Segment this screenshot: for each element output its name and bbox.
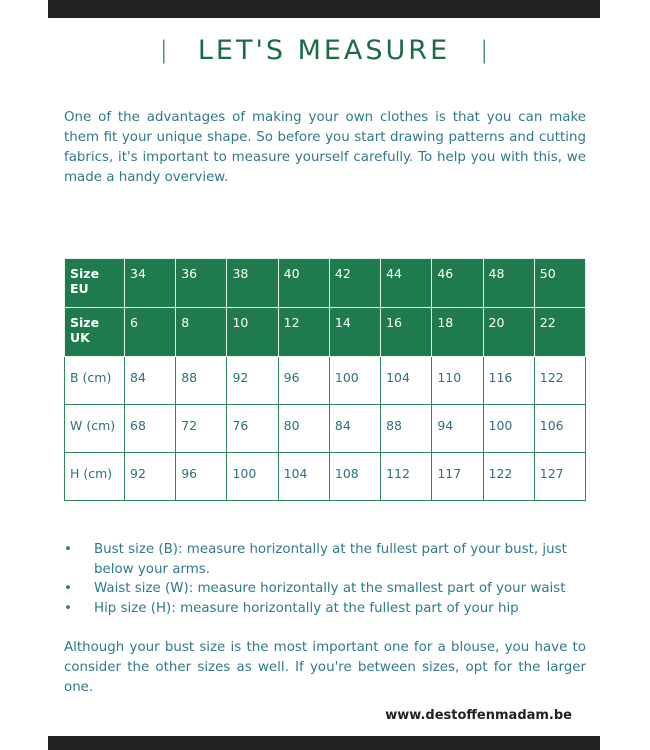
table-cell: 116 — [483, 357, 534, 405]
bullet-icon: • — [64, 542, 72, 557]
table-cell: 117 — [432, 453, 483, 501]
row-label: B (cm) — [65, 357, 125, 405]
website-url: www.destoffenmadam.be — [385, 708, 572, 723]
table-cell: 88 — [176, 357, 227, 405]
table-cell: 50 — [534, 259, 585, 308]
table-cell: 100 — [227, 453, 278, 501]
table-cell: 22 — [534, 308, 585, 357]
table-cell: 122 — [534, 357, 585, 405]
table-cell: 92 — [125, 453, 176, 501]
table-cell: 92 — [227, 357, 278, 405]
measurement-guide-list — [64, 540, 586, 618]
table-cell: 40 — [278, 259, 329, 308]
hip-term: Hip size (H) — [94, 600, 172, 616]
table-cell: 20 — [483, 308, 534, 357]
table-cell: 34 — [125, 259, 176, 308]
table-cell: 94 — [432, 405, 483, 453]
list-item-hip — [64, 599, 586, 619]
table-cell: 46 — [432, 259, 483, 308]
table-cell: 18 — [432, 308, 483, 357]
top-bar — [48, 0, 600, 18]
table-cell: 112 — [381, 453, 432, 501]
table-cell: 14 — [329, 308, 380, 357]
row-label: Size EU — [65, 259, 125, 308]
table-cell: 106 — [534, 405, 585, 453]
closing-paragraph: Although your bust size is the most important one for a blouse, you have to consider the other sizes as well. If you're between sizes, opt for the larger one. — [64, 640, 586, 695]
table-cell: 36 — [176, 259, 227, 308]
title-row — [48, 30, 600, 70]
waist-term: Waist size (W) — [94, 581, 189, 596]
size-uk-row — [65, 308, 586, 357]
table-cell: 44 — [381, 259, 432, 308]
measurement-row — [65, 453, 586, 501]
table-cell: 38 — [227, 259, 278, 308]
hip-description: : measure horizontally at the fullest part of your hip — [171, 600, 519, 616]
table-cell: 76 — [227, 405, 278, 453]
table-cell: 80 — [278, 405, 329, 453]
table-cell: 88 — [381, 405, 432, 453]
table-cell: 68 — [125, 405, 176, 453]
bust-term: Bust size (B) — [94, 542, 179, 557]
table-cell: 127 — [534, 453, 585, 501]
row-label: H (cm) — [65, 453, 125, 501]
row-label: W (cm) — [65, 405, 125, 453]
table-cell: 122 — [483, 453, 534, 501]
table-cell: 48 — [483, 259, 534, 308]
intro-paragraph: One of the advantages of making your own clothes is that you can make them fit your unique shape. So before you start drawing patterns and cutting fabrics, it's important to measure yourself carefully. To help you with this, we made a handy overview. — [64, 110, 586, 185]
bust-description: : measure horizontally at the fullest part of your bust, just below your arms. — [94, 542, 567, 577]
table-cell: 16 — [381, 308, 432, 357]
table-cell: 104 — [381, 357, 432, 405]
list-item-bust — [64, 540, 586, 579]
table-cell: 108 — [329, 453, 380, 501]
measurement-row — [65, 357, 586, 405]
bullet-icon: • — [64, 581, 72, 596]
table-cell: 12 — [278, 308, 329, 357]
table-cell: 8 — [176, 308, 227, 357]
size-eu-row — [65, 259, 586, 308]
size-chart-body — [65, 259, 586, 501]
table-cell: 96 — [176, 453, 227, 501]
table-cell: 84 — [125, 357, 176, 405]
table-cell: 100 — [483, 405, 534, 453]
table-cell: 72 — [176, 405, 227, 453]
waist-description: : measure horizontally at the smallest part of your waist — [188, 581, 566, 596]
title-divider-left: | — [159, 36, 168, 64]
list-item-waist — [64, 579, 586, 599]
measurement-row — [65, 405, 586, 453]
bullet-icon: • — [64, 600, 72, 616]
table-cell: 100 — [329, 357, 380, 405]
page-title: LET'S MEASURE — [197, 34, 451, 66]
size-chart-table — [64, 258, 586, 501]
row-label: Size UK — [65, 308, 125, 357]
bottom-bar — [48, 736, 600, 750]
table-cell: 42 — [329, 259, 380, 308]
title-divider-right: | — [480, 36, 489, 64]
table-cell: 96 — [278, 357, 329, 405]
table-cell: 84 — [329, 405, 380, 453]
table-cell: 110 — [432, 357, 483, 405]
table-cell: 6 — [125, 308, 176, 357]
table-cell: 104 — [278, 453, 329, 501]
table-cell: 10 — [227, 308, 278, 357]
